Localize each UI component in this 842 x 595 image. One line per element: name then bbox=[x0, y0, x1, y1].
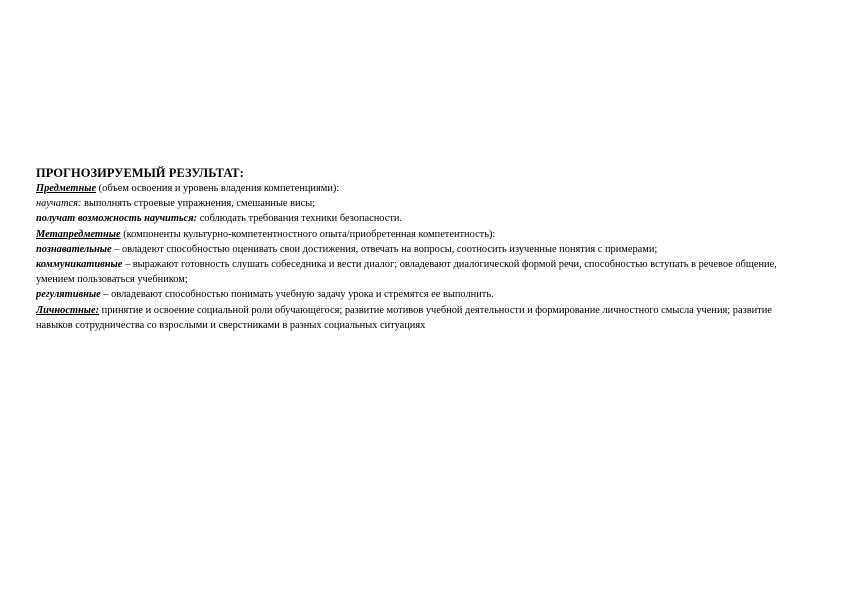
expected-results-section bbox=[36, 166, 806, 333]
personal-results-line bbox=[36, 303, 806, 333]
personal-results-text: принятие и освоение социальной роли обучающегося; развитие мотивов учебной деятельности и формирование личностного смысла учения; развитие навыков сотрудничества со взрослыми и сверстниками в разных социальных ситуациях bbox=[36, 304, 772, 331]
communicative-line bbox=[36, 257, 806, 287]
regulatory-line bbox=[36, 287, 806, 302]
learn-text: выполнять строевые упражнения, смешанные висы; bbox=[81, 198, 316, 210]
regulatory-label: регулятивные bbox=[36, 289, 101, 301]
communicative-text: – выражают готовность слушать собеседника и вести диалог; овладевают диалогической формой речи, способностью вступать в речевое общение, умением пользоваться учебником; bbox=[36, 259, 777, 286]
meta-results-text: (компоненты культурно-компетентностного опыта/приобретенная компетентность): bbox=[120, 228, 496, 240]
subject-results-text: (объем освоения и уровень владения компетенциями): bbox=[96, 183, 340, 194]
personal-results-label: Личностные: bbox=[36, 304, 100, 316]
learn-label: научатся: bbox=[36, 198, 82, 210]
cognitive-line bbox=[36, 242, 806, 257]
opportunity-label: получат возможность научиться: bbox=[36, 213, 198, 225]
subject-results-line bbox=[36, 181, 806, 196]
subject-results-label: Предметные bbox=[36, 183, 97, 194]
opportunity-text: соблюдать требования техники безопасности. bbox=[197, 213, 403, 225]
regulatory-text: – овладевают способностью понимать учебную задачу урока и стремятся ее выполнить. bbox=[100, 289, 494, 301]
communicative-label: коммуникативные bbox=[36, 259, 123, 271]
cognitive-text: – овладеют способностью оценивать свои достижения, отвечать на вопросы, соотносить изученные понятия с примерами; bbox=[111, 243, 658, 255]
opportunity-line bbox=[36, 211, 806, 226]
section-title: ПРОГНОЗИРУЕМЫЙ РЕЗУЛЬТАТ: bbox=[36, 166, 244, 180]
meta-results-line bbox=[36, 227, 806, 242]
learn-line bbox=[36, 196, 806, 211]
cognitive-label: познавательные bbox=[36, 243, 112, 255]
meta-results-label: Метапредметные bbox=[36, 228, 121, 240]
